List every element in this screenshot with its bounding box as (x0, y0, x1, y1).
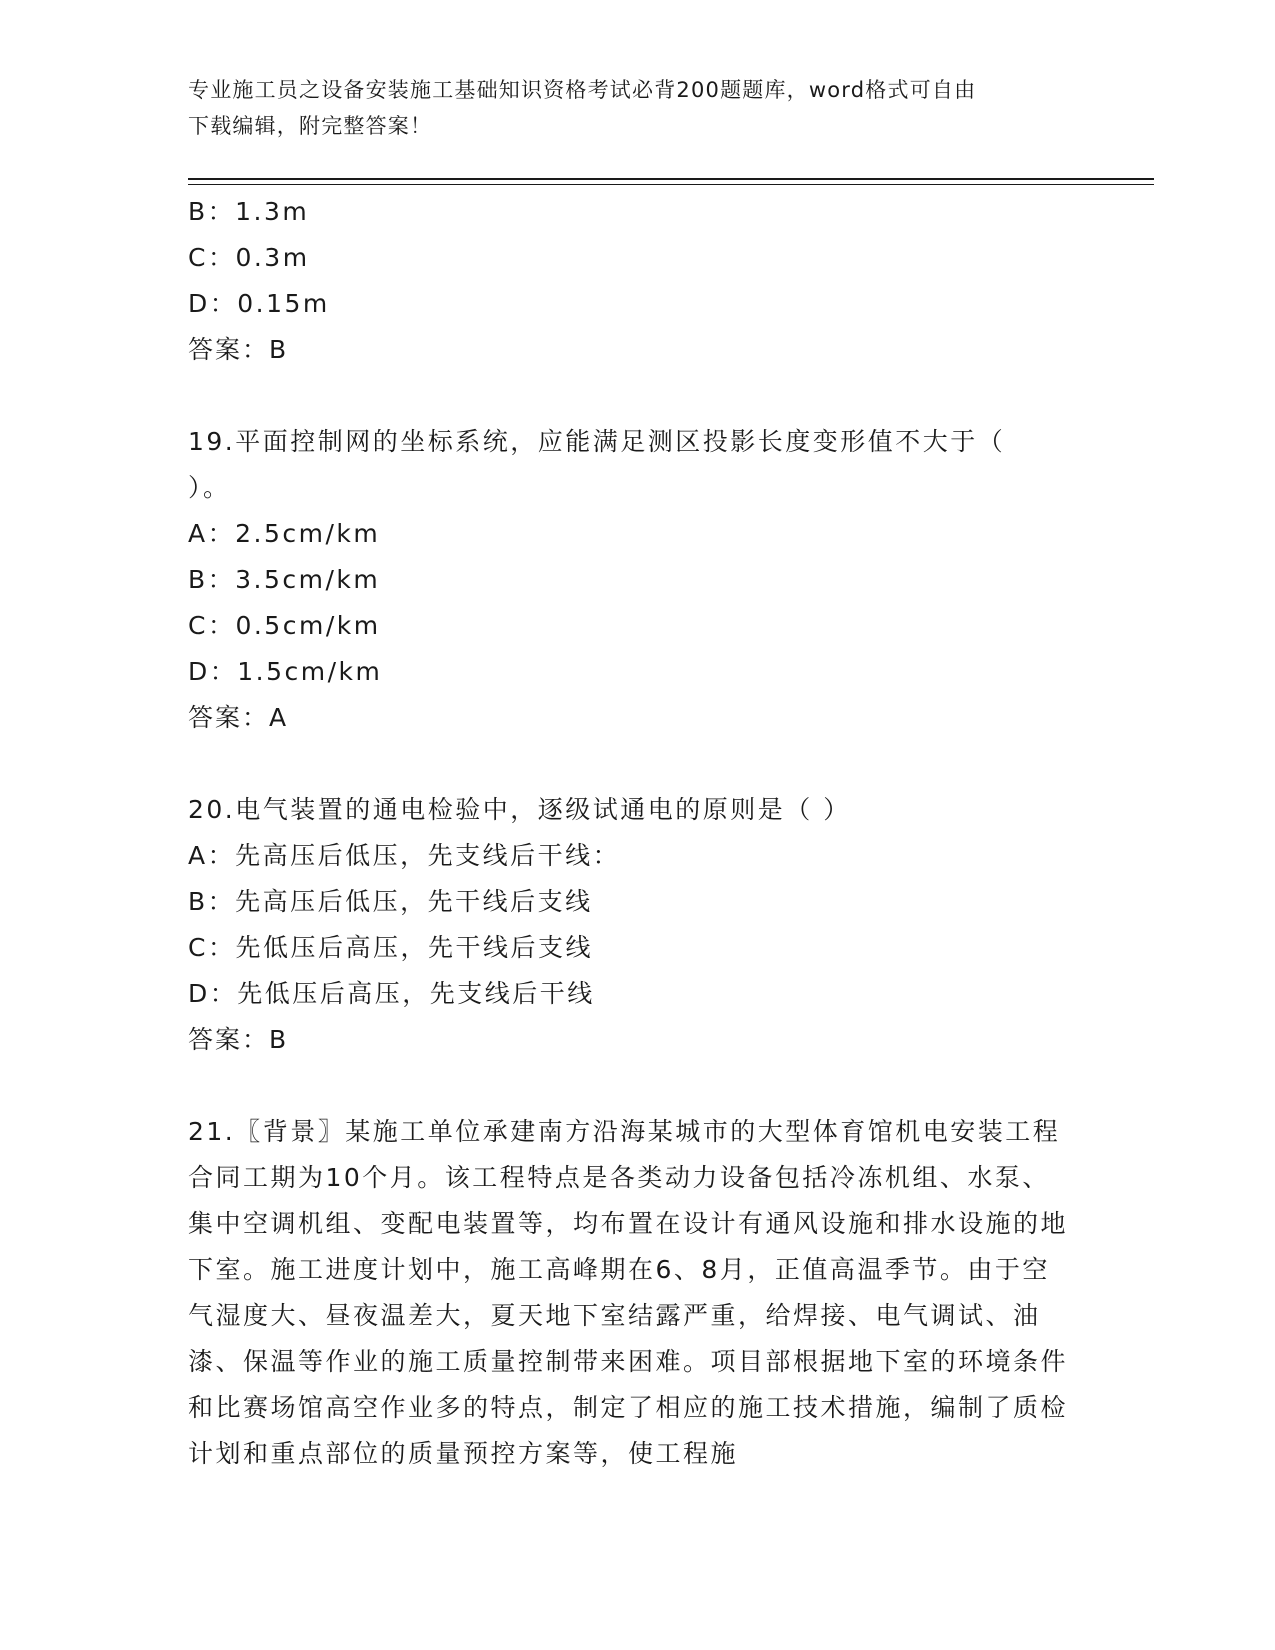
q19-option-b: B：3.5cm/km (188, 565, 381, 594)
question-21-block (188, 1109, 1088, 1477)
q20-stem: 20.电气装置的通电检验中，逐级试通电的原则是（ ） (188, 795, 851, 824)
q19-option-d: D：1.5cm/km (188, 657, 383, 686)
question-20-block (188, 787, 1088, 1063)
q20-option-d: D：先低压后高压，先支线后干线 (188, 979, 595, 1008)
q19-option-a: A：2.5cm/km (188, 519, 381, 548)
q21-stem: 21.〖背景〗某施工单位承建南方沿海某城市的大型体育馆机电安装工程合同工期为10个月。该工程特点是各类动力设备包括冷冻机组、水泵、集中空调机组、变配电装置等，均布置在设计有通风设施和排水设施的地下室。施工进度计划中，施工高峰期在6、8月，正值高温季节。由于空气湿度大、昼夜温差大，夏天地下室结露严重，给焊接、电气调试、油漆、保温等作业的施工质量控制带来困难。项目部根据地下室的环境条件和比赛场馆高空作业多的特点，制定了相应的施工技术措施，编制了质检计划和重点部位的质量预控方案等，使工程施 (188, 1117, 1069, 1468)
header-divider-thin (188, 184, 1154, 185)
header-title-line1: 专业施工员之设备安装施工基础知识资格考试必背200题题库，word格式可自由 (188, 78, 977, 102)
q19-stem-line2: ）。 (188, 473, 231, 502)
q20-option-b: B：先高压后低压，先干线后支线 (188, 887, 593, 916)
header-divider-thick (188, 178, 1154, 180)
page-header (188, 72, 1068, 144)
q18-option-b: B：1.3m (188, 197, 310, 226)
q20-answer: 答案：B (188, 1025, 289, 1054)
spacer (188, 741, 1088, 787)
question-18-block (188, 189, 1088, 373)
q20-option-a: A：先高压后低压，先支线后干线： (188, 841, 621, 870)
spacer (188, 373, 1088, 419)
q18-option-d: D：0.15m (188, 289, 330, 318)
q18-option-c: C：0.3m (188, 243, 310, 272)
header-title-line2: 下载编辑，附完整答案！ (188, 114, 433, 138)
q18-answer: 答案：B (188, 335, 289, 364)
document-body (188, 189, 1088, 1477)
q19-stem-line1: 19.平面控制网的坐标系统，应能满足测区投影长度变形值不大于（ (188, 427, 1006, 456)
q19-option-c: C：0.5cm/km (188, 611, 381, 640)
question-19-block (188, 419, 1088, 741)
spacer (188, 1063, 1088, 1109)
q19-answer: 答案：A (188, 703, 289, 732)
q20-option-c: C：先低压后高压，先干线后支线 (188, 933, 593, 962)
